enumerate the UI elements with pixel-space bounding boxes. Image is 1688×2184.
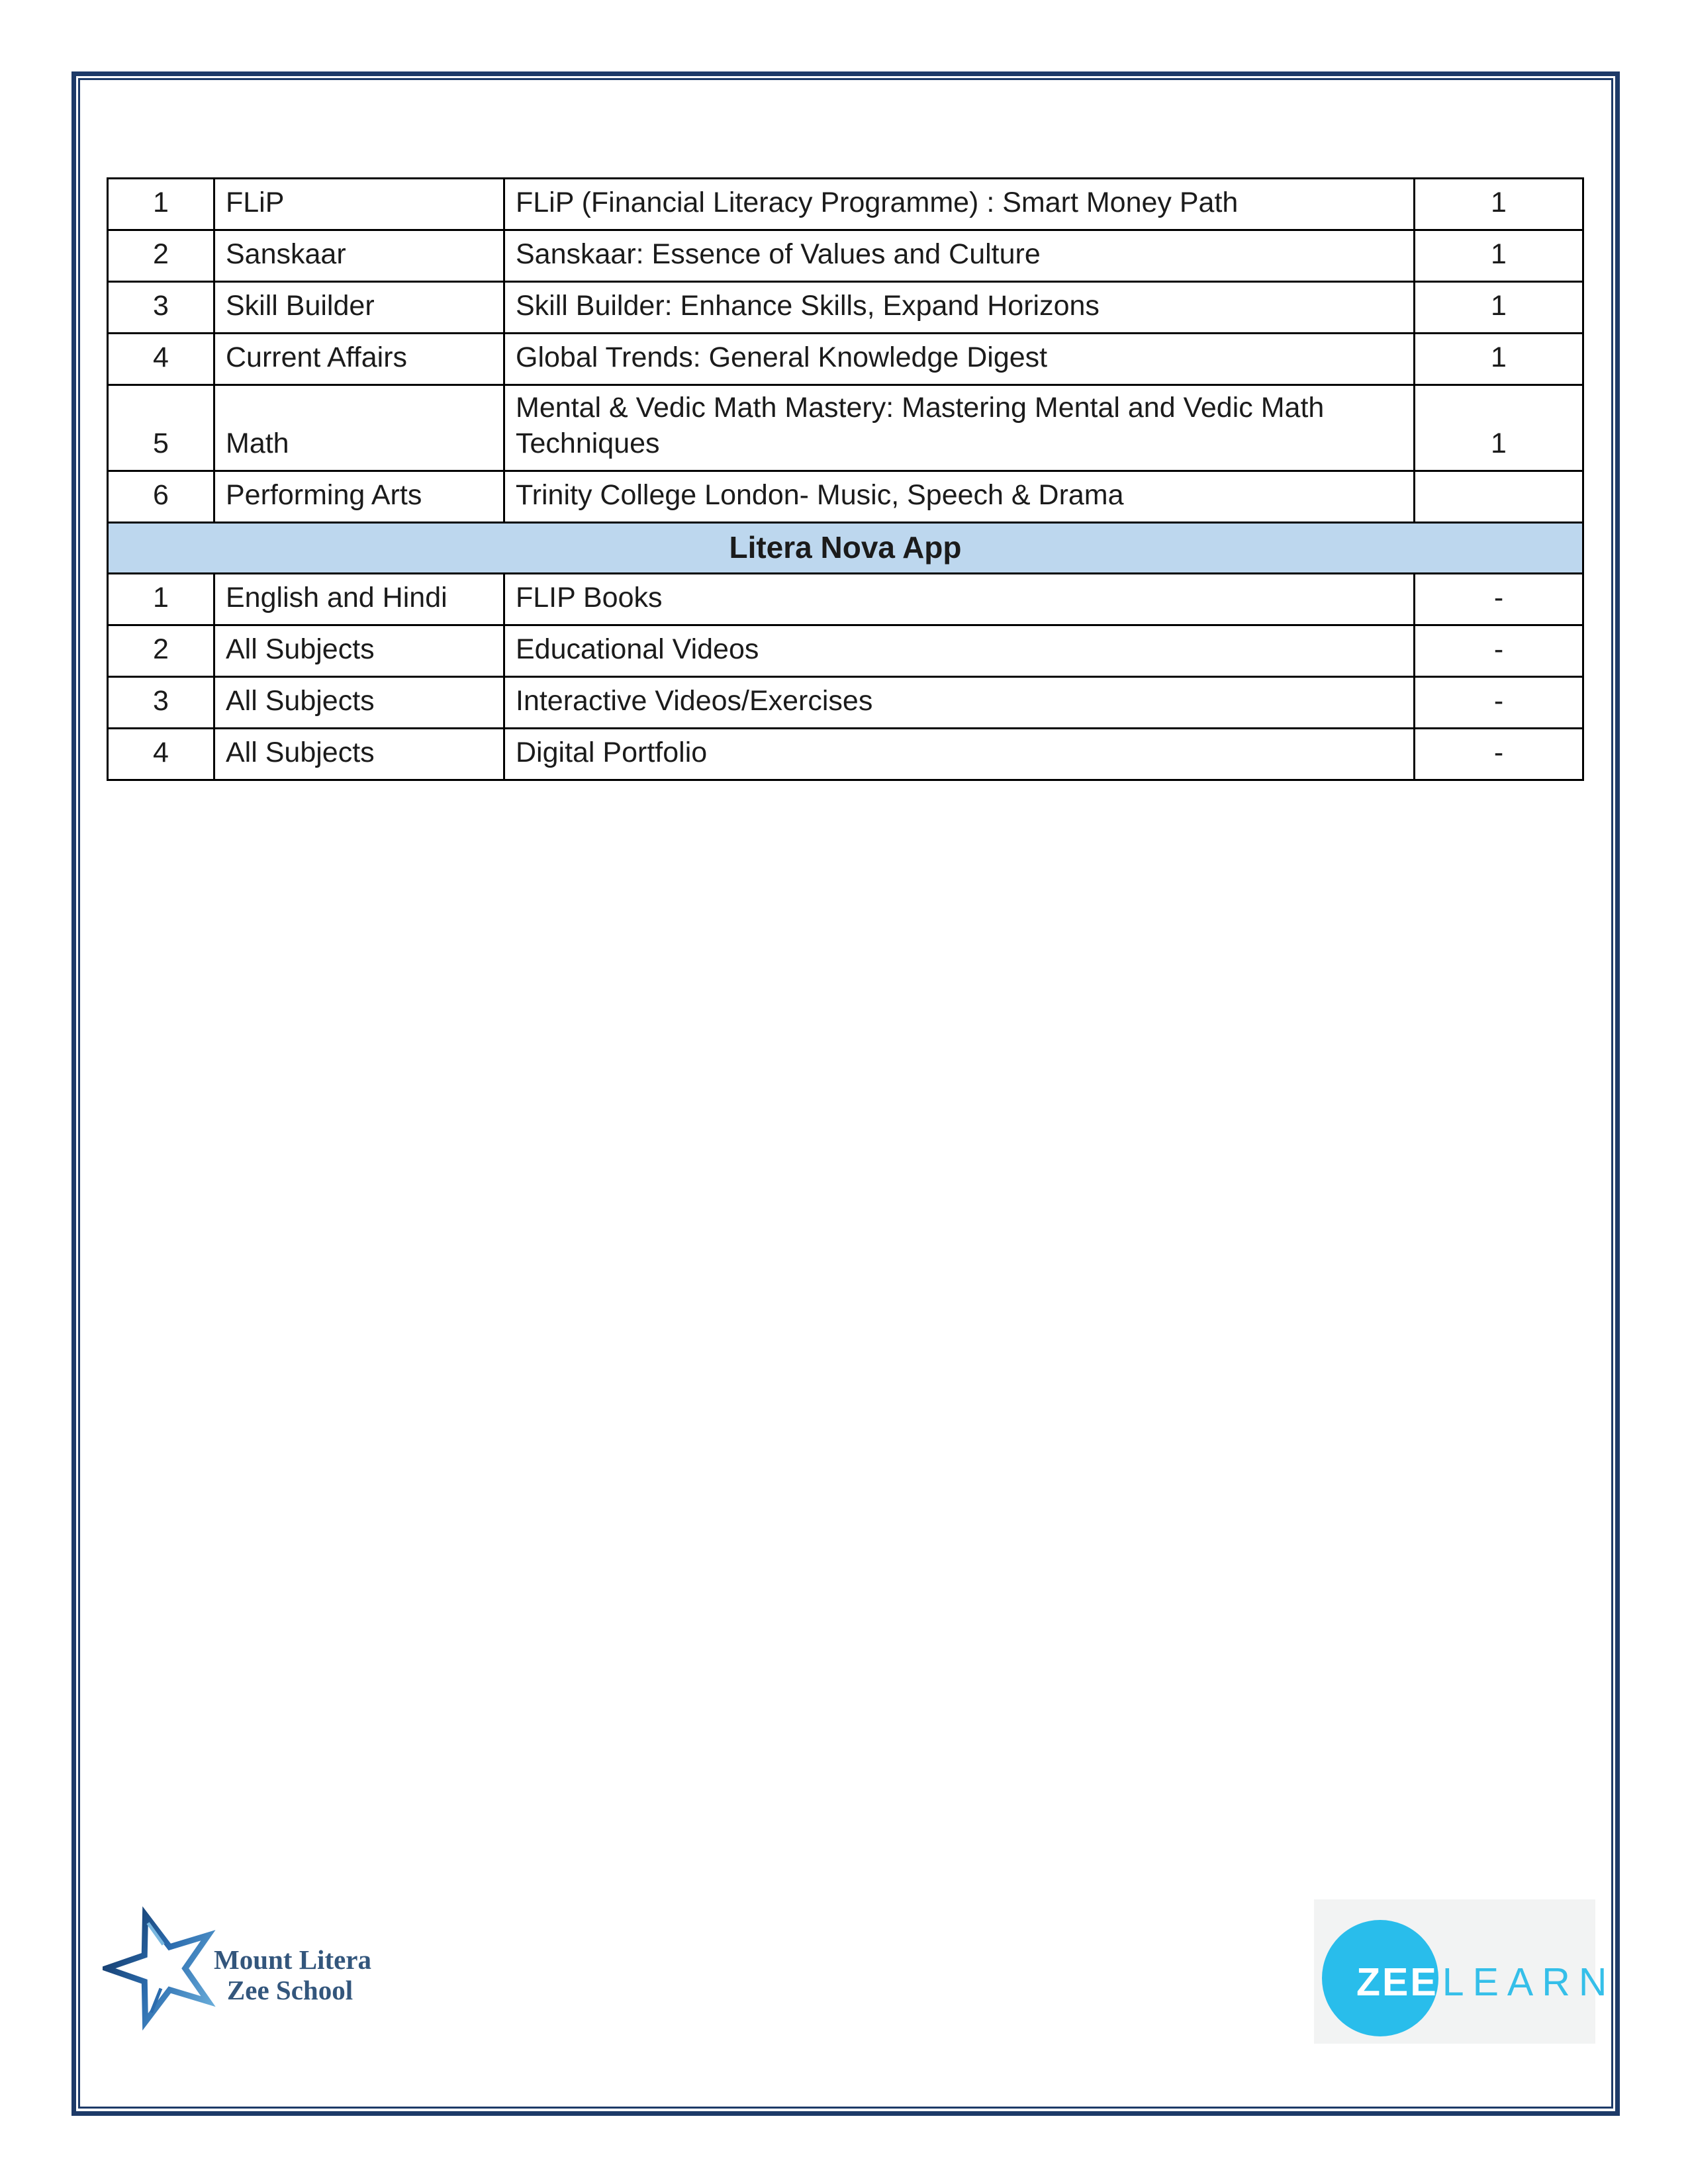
zeelearn-logo (1314, 1899, 1616, 2044)
feature-description-cell: Interactive Videos/Exercises (504, 677, 1415, 729)
zeelearn-wordmark (1356, 1960, 1616, 2004)
book-count-cell: - (1415, 625, 1583, 677)
row-number-cell: 3 (108, 677, 214, 729)
table-row (108, 334, 1583, 385)
section-header-row (108, 523, 1583, 574)
book-count-cell: - (1415, 677, 1583, 729)
book-count-cell (1415, 471, 1583, 523)
book-count-cell: - (1415, 574, 1583, 625)
feature-description-cell: Digital Portfolio (504, 729, 1415, 780)
book-count-cell: 1 (1415, 385, 1583, 471)
section-header-litera-nova-app: Litera Nova App (108, 523, 1583, 574)
zeelearn-zee-text: ZEE (1356, 1960, 1438, 2004)
school-logo (103, 1901, 447, 2043)
program-description-cell: Skill Builder: Enhance Skills, Expand Horizons (504, 282, 1415, 334)
zeelearn-learn-text: LEARN (1442, 1960, 1616, 2004)
row-number-cell: 3 (108, 282, 214, 334)
book-count-cell: 1 (1415, 179, 1583, 230)
book-count-cell: 1 (1415, 334, 1583, 385)
program-name-cell: FLiP (214, 179, 504, 230)
row-number-cell: 4 (108, 334, 214, 385)
book-count-cell: 1 (1415, 282, 1583, 334)
table-row (108, 385, 1583, 471)
star-icon (103, 1901, 225, 2041)
school-logo-line2: Zee School (226, 1975, 353, 2005)
row-number-cell: 5 (108, 385, 214, 471)
table-row (108, 574, 1583, 625)
book-count-cell: - (1415, 729, 1583, 780)
row-number-cell: 2 (108, 230, 214, 282)
row-number-cell: 2 (108, 625, 214, 677)
program-description-cell: FLiP (Financial Literacy Programme) : Smart Money Path (504, 179, 1415, 230)
row-number-cell: 1 (108, 574, 214, 625)
table-row (108, 729, 1583, 780)
program-name-cell: Sanskaar (214, 230, 504, 282)
program-name-cell: Math (214, 385, 504, 471)
subject-cell: All Subjects (214, 729, 504, 780)
table-row (108, 677, 1583, 729)
program-description-cell: Trinity College London- Music, Speech & Drama (504, 471, 1415, 523)
subject-cell: All Subjects (214, 625, 504, 677)
subject-cell: English and Hindi (214, 574, 504, 625)
table-row (108, 179, 1583, 230)
row-number-cell: 4 (108, 729, 214, 780)
program-description-cell: Global Trends: General Knowledge Digest (504, 334, 1415, 385)
program-description-cell: Sanskaar: Essence of Values and Culture (504, 230, 1415, 282)
program-description-cell: Mental & Vedic Math Mastery: Mastering Mental and Vedic Math Techniques (504, 385, 1415, 471)
school-logo-text (214, 1944, 371, 2005)
school-logo-line1: Mount Litera (214, 1944, 371, 1975)
table-row (108, 282, 1583, 334)
program-name-cell: Current Affairs (214, 334, 504, 385)
table-row (108, 230, 1583, 282)
row-number-cell: 6 (108, 471, 214, 523)
program-name-cell: Performing Arts (214, 471, 504, 523)
curriculum-table (107, 177, 1584, 781)
program-name-cell: Skill Builder (214, 282, 504, 334)
table-row (108, 471, 1583, 523)
table-row (108, 625, 1583, 677)
subject-cell: All Subjects (214, 677, 504, 729)
book-count-cell: 1 (1415, 230, 1583, 282)
row-number-cell: 1 (108, 179, 214, 230)
feature-description-cell: Educational Videos (504, 625, 1415, 677)
feature-description-cell: FLIP Books (504, 574, 1415, 625)
